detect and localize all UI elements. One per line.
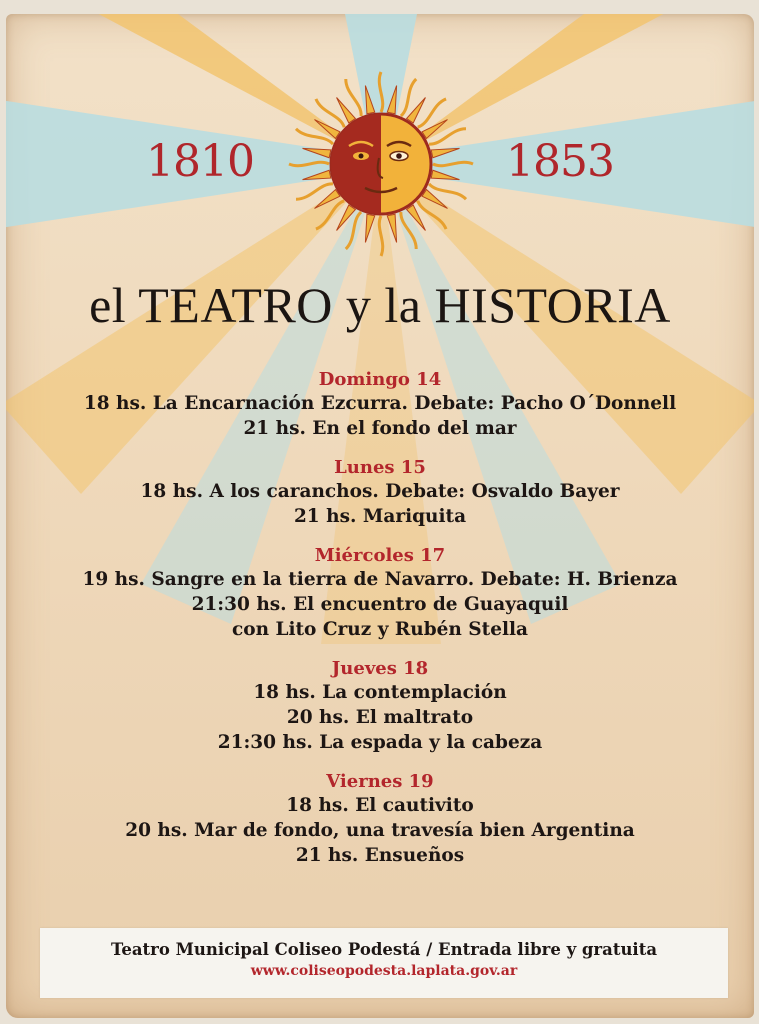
event-line: con Lito Cruz y Rubén Stella	[231, 619, 529, 640]
sun-flame-ray	[365, 86, 374, 114]
sun-flame-ray	[431, 148, 459, 157]
year-start: 1810	[146, 136, 254, 187]
event-line: 18 hs. La Encarnación Ezcurra. Debate: Pacho O´Donnell	[83, 393, 677, 414]
sun-flame-ray	[289, 162, 329, 165]
sun-flame-ray	[433, 162, 473, 165]
day-title: Miércoles 17	[314, 545, 446, 566]
year-end: 1853	[506, 136, 614, 187]
event-line: 18 hs. El cautivito	[286, 795, 474, 816]
sun-flame-ray	[303, 170, 331, 179]
event-line: 18 hs. A los caranchos. Debate: Osvaldo Bayer	[140, 481, 620, 502]
event-line: 19 hs. Sangre en la tierra de Navarro. Debate: H. Brienza	[82, 569, 678, 590]
event-line: 21:30 hs. La espada y la cabeza	[217, 732, 543, 753]
poster-title: el TEATRO y la HISTORIA	[89, 277, 671, 333]
day-block	[6, 545, 754, 642]
sun-flame-ray	[431, 170, 459, 179]
day-title: Jueves 18	[331, 658, 429, 679]
day-title: Viernes 19	[326, 771, 434, 792]
footer-box	[40, 928, 728, 998]
event-line: 21:30 hs. El encuentro de Guayaquil	[191, 594, 569, 615]
sun-flame-ray	[407, 97, 426, 123]
poster	[6, 14, 754, 1018]
day-block	[6, 658, 754, 755]
day-block	[6, 369, 754, 441]
day-block	[6, 457, 754, 529]
sun-flame-ray	[387, 214, 396, 242]
sun-flame-ray	[303, 148, 331, 157]
event-line: 21 hs. En el fondo del mar	[243, 418, 517, 439]
sun-flame-ray	[379, 216, 382, 256]
sun-flame-ray	[387, 86, 396, 114]
sun-flame-ray	[337, 205, 356, 231]
sun-flame-ray	[379, 72, 382, 112]
day-title: Lunes 15	[334, 457, 426, 478]
event-line: 20 hs. Mar de fondo, una travesía bien Argentina	[125, 820, 635, 841]
sun-flame-ray	[314, 120, 340, 139]
event-line: 20 hs. El maltrato	[286, 707, 474, 728]
sun-flame-ray	[422, 190, 448, 209]
event-line: 18 hs. La contemplación	[253, 682, 507, 703]
schedule	[6, 369, 754, 884]
footer-url[interactable]: www.coliseopodesta.laplata.gov.ar	[250, 963, 518, 979]
footer-venue: Teatro Municipal Coliseo Podestá / Entrada libre y gratuita	[110, 940, 658, 959]
sun-of-may-icon	[268, 64, 494, 264]
sun-flame-ray	[365, 214, 374, 242]
event-line: 21 hs. Mariquita	[293, 506, 467, 527]
event-line: 21 hs. Ensueños	[295, 845, 465, 866]
day-title: Domingo 14	[318, 369, 442, 390]
day-block	[6, 771, 754, 868]
